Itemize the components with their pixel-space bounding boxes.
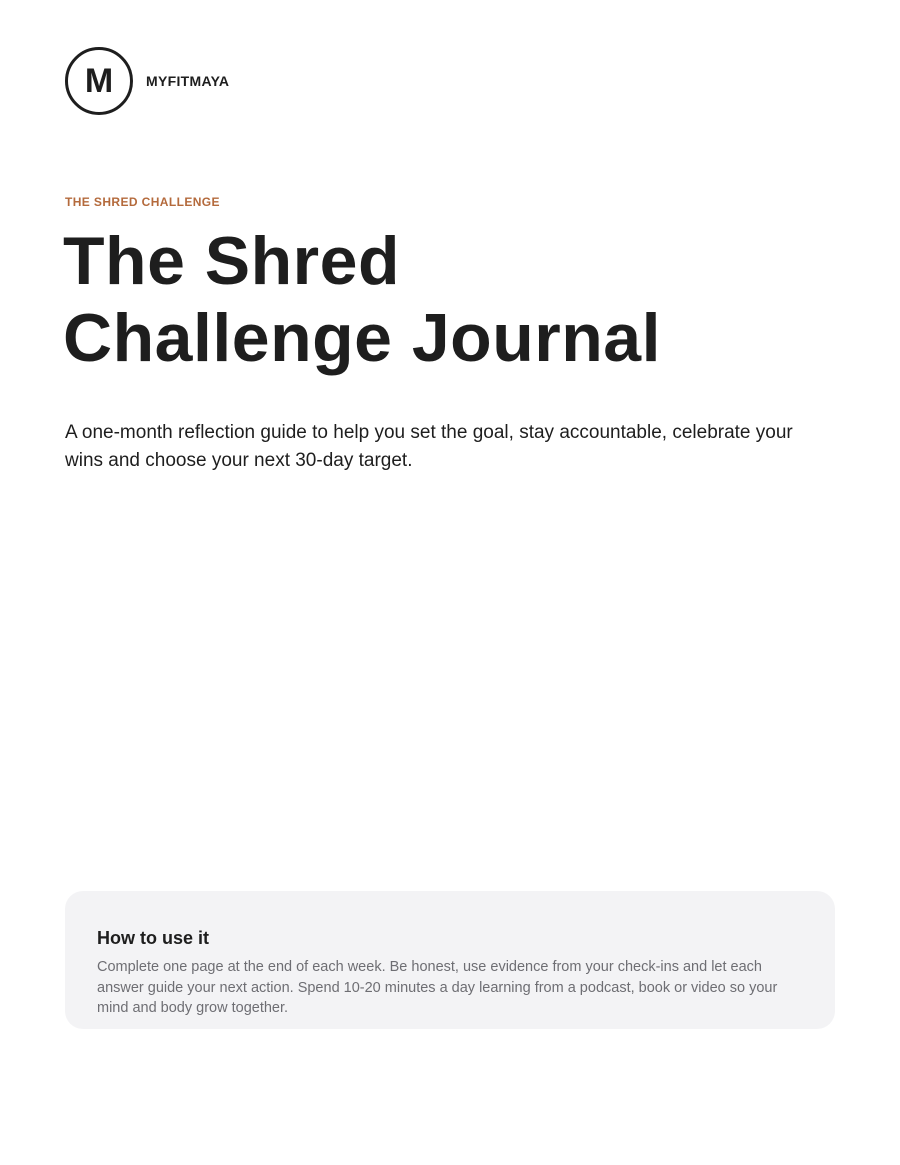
brand-logo (65, 47, 133, 115)
page-title-line-2: Challenge Journal (63, 300, 661, 376)
brand-name: MYFITMAYA (146, 73, 230, 89)
how-to-use-panel (65, 891, 835, 1029)
eyebrow-label: THE SHRED CHALLENGE (65, 195, 220, 209)
page-title (63, 223, 823, 377)
page-subtitle: A one-month reflection guide to help you set the goal, stay accountable, celebrate your wins and choose your next 30-day target. (65, 422, 793, 471)
how-to-use-body: Complete one page at the end of each week. Be honest, use evidence from your check-ins and let each answer guide your next action. Spend 10-20 minutes a day learning from a podcast, book or video so your mind and body grow together. (97, 959, 778, 1016)
logo-letter: M (84, 62, 114, 100)
brand-header (65, 47, 229, 115)
how-to-use-title: How to use it (97, 928, 209, 948)
page-title-line-1: The Shred (63, 223, 400, 299)
